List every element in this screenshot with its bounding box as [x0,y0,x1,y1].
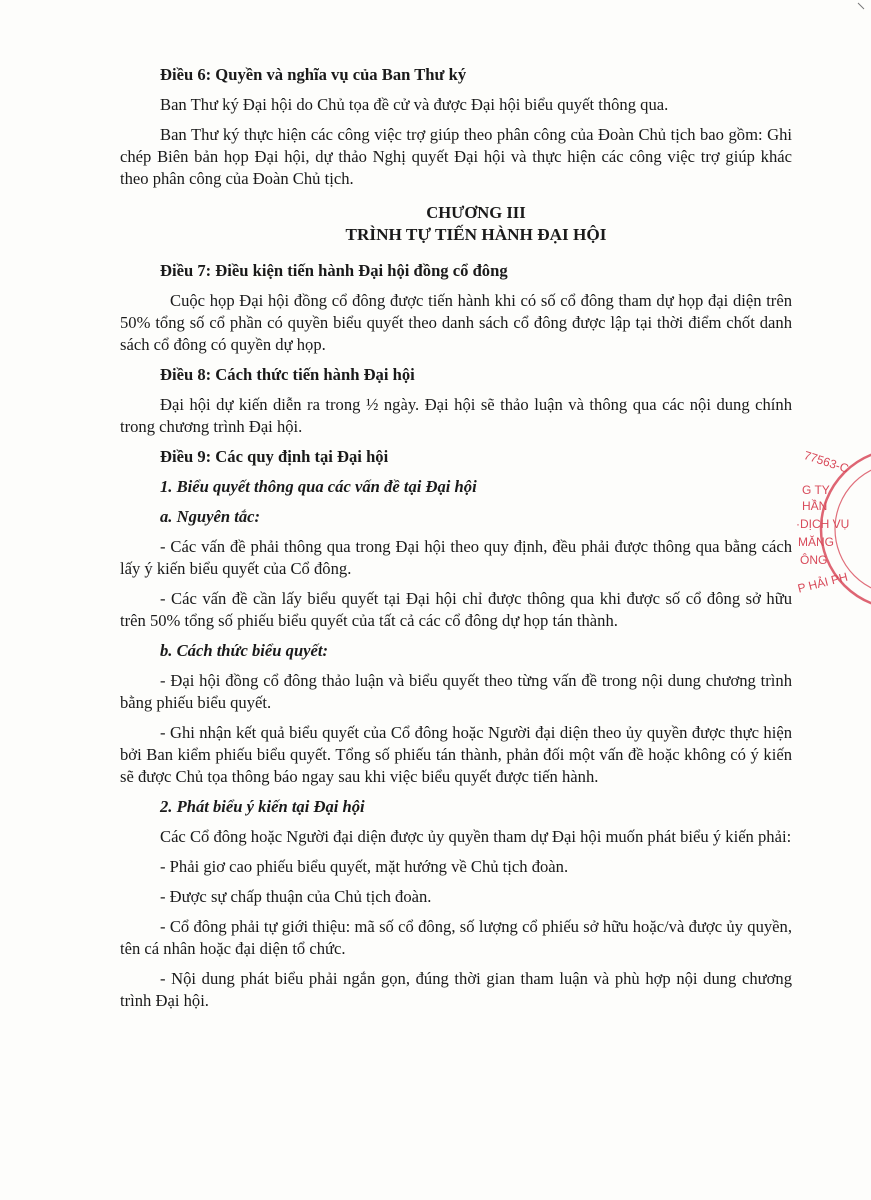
article-7-title: Điều 7: Điều kiện tiến hành Đại hội đồng cổ đông [160,261,508,280]
article-6-paragraph-1: Ban Thư ký Đại hội do Chủ tọa đề cử và được Đại hội biểu quyết thông qua. [160,95,669,114]
section-1a-bullet-1 [120,536,792,580]
section-2-bullet-3-text: - Cổ đông phải tự giới thiệu: mã số cổ đông, số lượng cổ phiếu sở hữu hoặc/và được ủy quyền, tên cá nhân hoặc đại diện tổ chức. [120,917,792,958]
article-8-paragraph-1 [120,394,792,438]
scan-mark-icon [857,2,865,10]
seal-text-1: 77563-C [802,448,851,476]
section-1a-bullet-2 [120,588,792,632]
section-2-bullet-2: - Được sự chấp thuận của Chủ tịch đoàn. [160,887,432,906]
article-9-title: Điều 9: Các quy định tại Đại hội [160,447,389,466]
section-2-heading: 2. Phát biểu ý kiến tại Đại hội [160,797,365,816]
article-6-paragraph-2-text: Ban Thư ký thực hiện các công việc trợ giúp theo phân công của Đoàn Chủ tịch bao gồm: Ghi chép Biên bản họp Đại hội, dự thảo Nghị quyết Đại hội và thực hiện các công việc trợ giúp khác theo phân công của Đoàn Chủ tịch. [120,125,792,188]
section-1b-bullet-1 [120,670,792,714]
section-2-bullet-4 [120,968,792,1012]
seal-text-5: MĂNG [798,535,834,549]
section-1a-bullet-1-text: - Các vấn đề phải thông qua trong Đại hội theo quy định, đều phải được thông qua bằng cách lấy ý kiến biểu quyết của Cổ đông. [120,537,792,578]
section-1b-heading: b. Cách thức biểu quyết: [160,641,329,660]
document-body [120,64,792,1020]
section-2-paragraph-1 [120,826,792,848]
section-2-bullet-1: - Phải giơ cao phiếu biểu quyết, mặt hướng về Chủ tịch đoàn. [160,857,569,876]
section-1a-bullet-2-text: - Các vấn đề cần lấy biểu quyết tại Đại hội chỉ được thông qua khi được số cổ đông sở hữu trên 50% tổng số phiếu biểu quyết của tất cả các cổ đông dự họp tán thành. [120,589,792,630]
seal-text-7: P HẢI PH [796,569,850,596]
chapter-title: TRÌNH TỰ TIẾN HÀNH ĐẠI HỘI [345,225,607,244]
chapter-number: CHƯƠNG III [426,203,526,222]
section-1a-heading: a. Nguyên tắc: [160,507,261,526]
section-1b-bullet-1-text: - Đại hội đồng cổ đông thảo luận và biểu quyết theo từng vấn đề trong nội dung chương trình bằng phiếu biểu quyết. [120,671,792,712]
article-7-paragraph-1 [120,290,792,356]
article-7-paragraph-1-text: Cuộc họp Đại hội đồng cổ đông được tiến hành khi có số cổ đông tham dự họp đại diện trên 50% tổng số cổ phần có quyền biểu quyết theo danh sách cổ đông được lập tại thời điểm chốt danh sách cổ đông có quyền dự họp. [120,291,792,354]
article-8-paragraph-1-text: Đại hội dự kiến diễn ra trong ½ ngày. Đại hội sẽ thảo luận và thông qua các nội dung chính trong chương trình Đại hội. [120,395,792,436]
section-2-paragraph-1-text: Các Cổ đông hoặc Người đại diện được ủy quyền tham dự Đại hội muốn phát biểu ý kiến phải: [160,827,792,846]
seal-text-3: HẦN [802,499,828,513]
section-1b-bullet-2-text: - Ghi nhận kết quả biểu quyết của Cổ đông hoặc Người đại diện theo ủy quyền được thực hiện bởi Ban kiểm phiếu biểu quyết. Tổng số phiếu tán thành, phản đối một vấn đề hoặc không có ý kiến sẽ được Chủ tọa thông báo ngay sau khi việc biểu quyết được tiến hành. [120,723,792,786]
article-8-title: Điều 8: Cách thức tiến hành Đại hội [160,365,415,384]
section-2-bullet-4-text: - Nội dung phát biểu phải ngắn gọn, đúng thời gian tham luận và phù hợp nội dung chương trình Đại hội. [120,969,792,1010]
seal-text-2: G TY [802,483,830,497]
seal-text-4: ·DỊCH VỤ [796,517,850,531]
section-2-bullet-3 [120,916,792,960]
company-seal-stamp [796,444,871,614]
seal-text-6: ÔNG [800,553,828,567]
section-1b-bullet-2 [120,722,792,788]
article-6-paragraph-2 [120,124,792,190]
section-1-heading: 1. Biểu quyết thông qua các vấn đề tại Đại hội [160,477,477,496]
chapter-heading [160,202,792,246]
seal-graphic [796,444,871,614]
article-6-title: Điều 6: Quyền và nghĩa vụ của Ban Thư ký [160,65,467,84]
